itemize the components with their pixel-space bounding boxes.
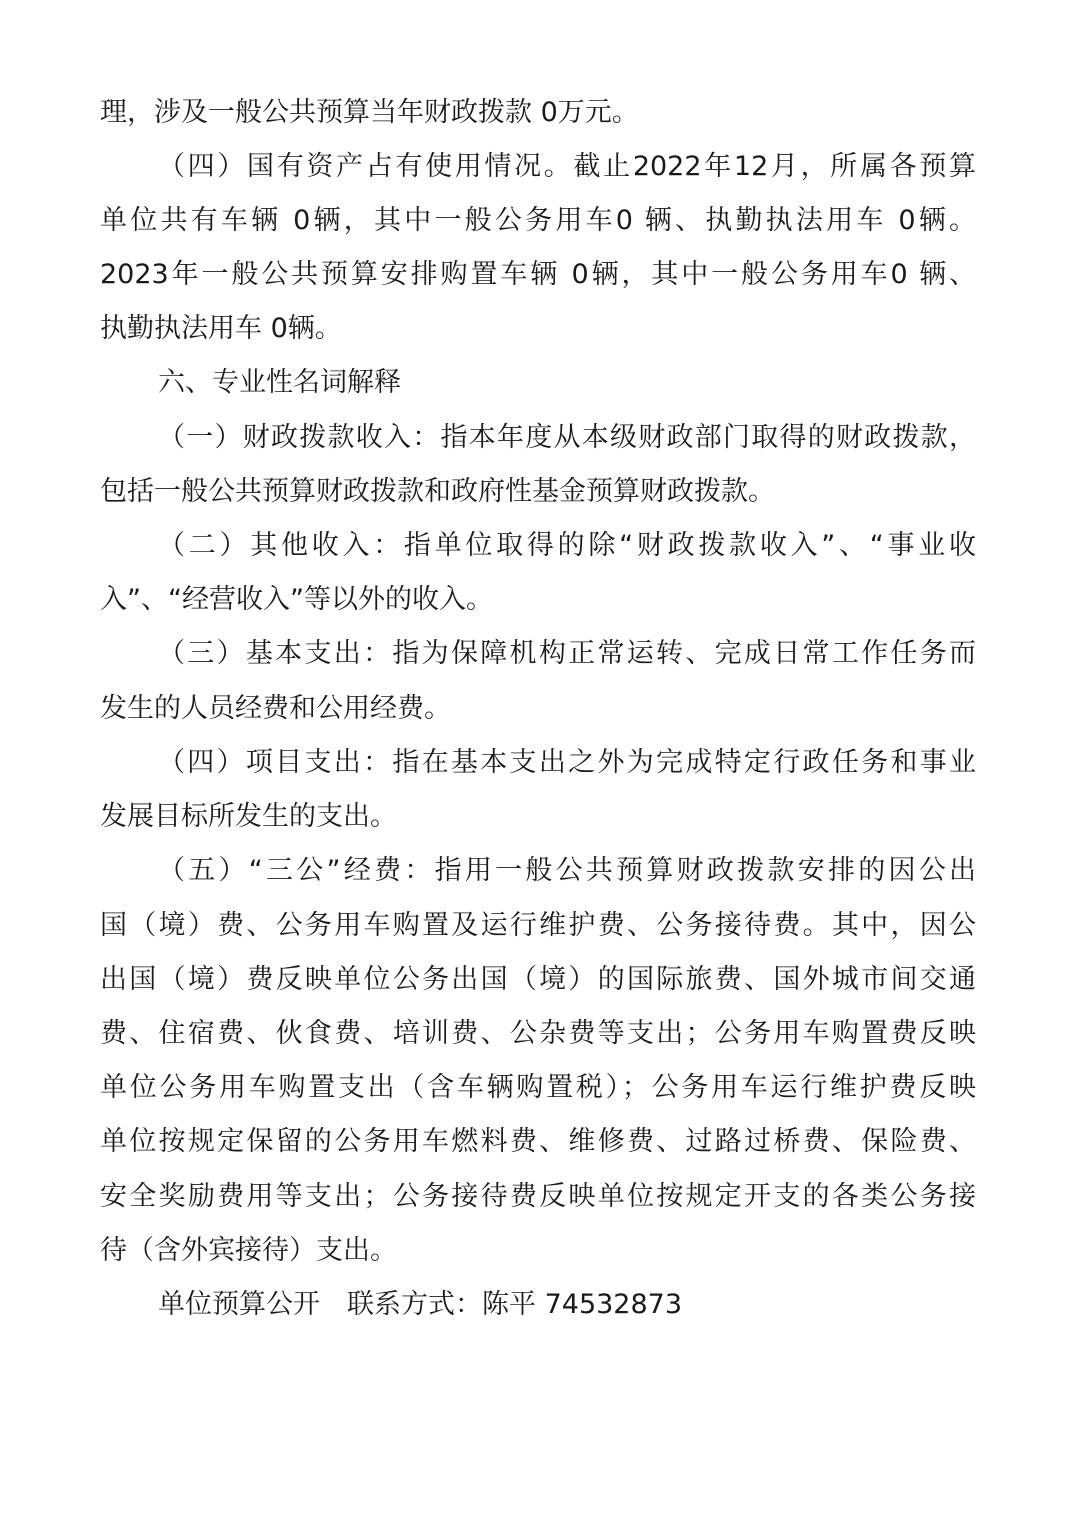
contact-line: 单位预算公开 联系方式：陈平 74532873 <box>158 1289 683 1320</box>
text-line: （五）“三公”经费：指用一般公共预算财政拨款安排的因公出 <box>158 855 976 886</box>
text-line: 单位按规定保留的公务用车燃料费、维修费、过路过桥费、保险费、 <box>100 1126 976 1157</box>
text-line: 入”、“经营收入”等以外的收入。 <box>100 584 493 615</box>
text-line: 费、住宿费、伙食费、培训费、公杂费等支出；公务用车购置费反映 <box>100 1018 976 1049</box>
text-line: （二）其他收入：指单位取得的除“财政拨款收入”、“事业收 <box>158 530 976 561</box>
text-line: 出国（境）费反映单位公务出国（境）的国际旅费、国外城市间交通 <box>100 964 976 995</box>
text-line: 待（含外宾接待）支出。 <box>100 1235 397 1266</box>
text-line: 单位共有车辆 0辆，其中一般公务用车0 辆、执勤执法用车 0辆。 <box>100 205 976 236</box>
text-line: 国（境）费、公务用车购置及运行维护费、公务接待费。其中，因公 <box>100 910 976 941</box>
text-line: （四）项目支出：指在基本支出之外为完成特定行政任务和事业 <box>158 747 976 778</box>
text-line: （一）财政拨款收入：指本年度从本级财政部门取得的财政拨款， <box>158 422 976 453</box>
text-line: 单位公务用车购置支出（含车辆购置税）；公务用车运行维护费反映 <box>100 1072 976 1103</box>
text-line: （四）国有资产占有使用情况。截止2022年12月，所属各预算 <box>158 151 976 182</box>
text-line: 2023年一般公共预算安排购置车辆 0辆，其中一般公务用车0 辆、 <box>100 259 976 290</box>
text-line: 执勤执法用车 0辆。 <box>100 313 342 344</box>
text-line: 包括一般公共预算财政拨款和政府性基金预算财政拨款。 <box>100 476 775 507</box>
text-line: （三）基本支出：指为保障机构正常运转、完成日常工作任务而 <box>158 638 976 669</box>
text-line: 发生的人员经费和公用经费。 <box>100 693 451 724</box>
section-heading: 六、专业性名词解释 <box>158 367 401 398</box>
text-line: 发展目标所发生的支出。 <box>100 801 397 832</box>
text-line: 安全奖励费用等支出；公务接待费反映单位按规定开支的各类公务接 <box>100 1181 976 1212</box>
text-line: 理，涉及一般公共预算当年财政拨款 0万元。 <box>100 97 639 128</box>
